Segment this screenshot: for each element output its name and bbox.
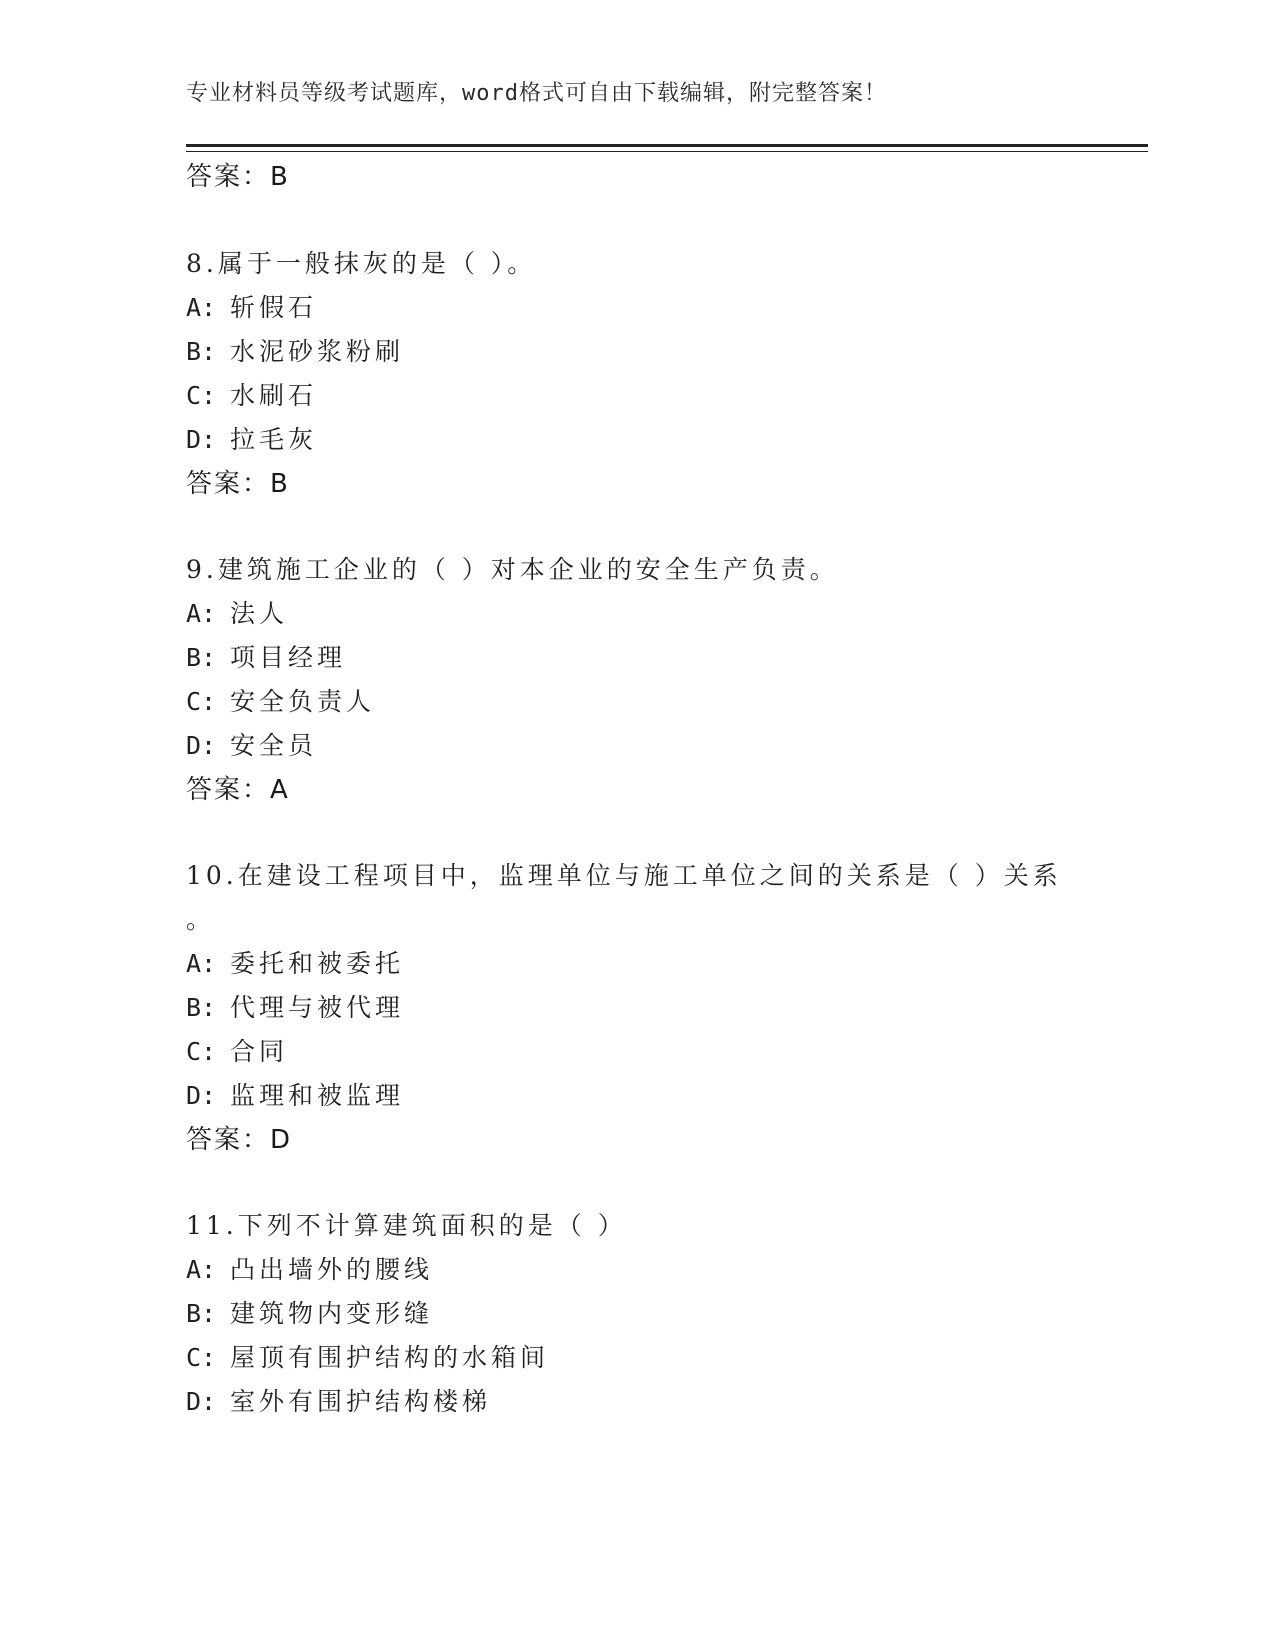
- option-d: [186, 726, 317, 762]
- option-letter: A:: [186, 949, 217, 978]
- option-text: 斩假石: [230, 293, 318, 322]
- option-a: [186, 288, 317, 324]
- option-text: 项目经理: [230, 643, 347, 672]
- option-text: 凸出墙外的腰线: [230, 1255, 434, 1284]
- answer-line: 答案：B: [186, 162, 290, 192]
- option-text: 水刷石: [230, 381, 318, 410]
- option-text: 室外有围护结构楼梯: [230, 1387, 492, 1416]
- option-letter: D:: [186, 731, 217, 760]
- option-letter: B:: [186, 1299, 217, 1328]
- question-stem: 10.在建设工程项目中，监理单位与施工单位之间的关系是（ ）关系: [186, 861, 1062, 890]
- option-letter: B:: [186, 337, 217, 366]
- answer-line: 答案：B: [186, 469, 290, 499]
- option-d: [186, 1076, 404, 1112]
- header-rule-thin: [186, 151, 1148, 152]
- option-a: [186, 594, 288, 630]
- option-letter: C:: [186, 381, 217, 410]
- option-a: [186, 1250, 433, 1286]
- option-text: 水泥砂浆粉刷: [230, 337, 405, 366]
- answer-line: 答案：D: [186, 1125, 293, 1155]
- option-letter: A:: [186, 293, 217, 322]
- option-b: [186, 1294, 433, 1330]
- option-text: 合同: [230, 1037, 289, 1066]
- option-text: 安全员: [230, 731, 318, 760]
- page-header: 专业材料员等级考试题库，word格式可自由下载编辑，附完整答案！: [186, 81, 887, 106]
- question-stem-continuation: 。: [186, 905, 216, 934]
- option-text: 委托和被委托: [230, 949, 405, 978]
- option-letter: A:: [186, 1255, 217, 1284]
- option-text: 拉毛灰: [230, 425, 318, 454]
- question-stem: 8.属于一般抹灰的是（ ）。: [186, 249, 537, 278]
- option-d: [186, 420, 317, 456]
- option-c: [186, 1338, 549, 1374]
- option-b: [186, 638, 346, 674]
- option-text: 建筑物内变形缝: [230, 1299, 434, 1328]
- option-letter: B:: [186, 643, 217, 672]
- answer-line: 答案：A: [186, 775, 290, 805]
- option-b: [186, 332, 404, 368]
- option-letter: C:: [186, 1037, 217, 1066]
- option-text: 代理与被代理: [230, 993, 405, 1022]
- option-d: [186, 1382, 491, 1418]
- option-text: 监理和被监理: [230, 1081, 405, 1110]
- option-text: 屋顶有围护结构的水箱间: [230, 1343, 550, 1372]
- option-letter: B:: [186, 993, 217, 1022]
- question-stem: 11.下列不计算建筑面积的是（ ）: [186, 1211, 627, 1240]
- question-stem: 9.建筑施工企业的（ ）对本企业的安全生产负责。: [186, 555, 839, 584]
- option-b: [186, 988, 404, 1024]
- option-letter: D:: [186, 425, 217, 454]
- option-a: [186, 944, 404, 980]
- option-letter: C:: [186, 1343, 217, 1372]
- option-letter: D:: [186, 1081, 217, 1110]
- option-text: 法人: [230, 599, 289, 628]
- option-letter: D:: [186, 1387, 217, 1416]
- option-c: [186, 1032, 288, 1068]
- option-letter: C:: [186, 687, 217, 716]
- option-text: 安全负责人: [230, 687, 376, 716]
- header-rule-thick: [186, 144, 1148, 147]
- option-letter: A:: [186, 599, 217, 628]
- option-c: [186, 376, 317, 412]
- option-c: [186, 682, 375, 718]
